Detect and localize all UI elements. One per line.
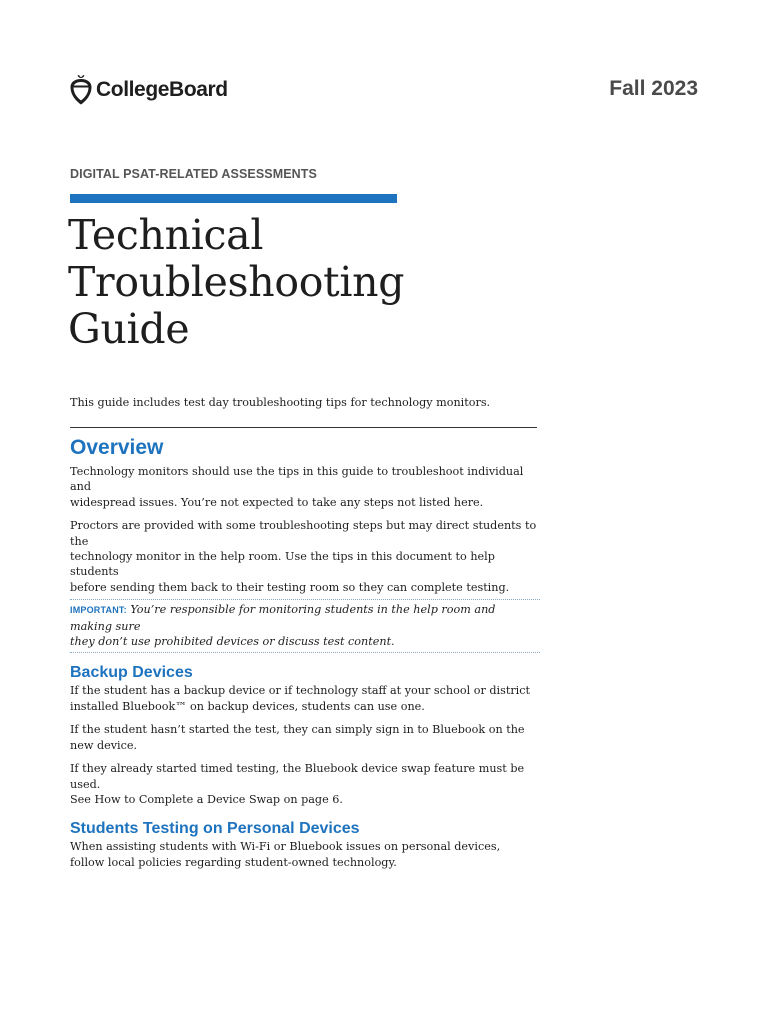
- text-line: See How to Complete a Device Swap on page 6.: [70, 792, 343, 806]
- backup-devices-heading: Backup Devices: [70, 664, 193, 682]
- series-label: DIGITAL PSAT-RELATED ASSESSMENTS: [70, 167, 317, 181]
- college-board-logo: [69, 74, 228, 106]
- important-callout: [70, 599, 540, 653]
- important-label: IMPORTANT:: [70, 605, 127, 616]
- important-text: they don’t use prohibited devices or discuss test content.: [70, 635, 395, 649]
- logo-text: CollegeBoard: [96, 78, 228, 101]
- personal-devices-heading: Students Testing on Personal Devices: [70, 820, 360, 838]
- text-line: If they already started timed testing, the Bluebook device swap feature must be used.: [70, 762, 525, 791]
- text-line: before sending them back to their testing room so they can complete testing.: [70, 580, 510, 594]
- document-title: [68, 212, 404, 353]
- backup-devices-paragraph: [70, 683, 540, 714]
- edition-label: Fall 2023: [609, 77, 698, 100]
- text-line: widespread issues. You’re not expected to take any steps not listed here.: [70, 495, 484, 509]
- title-line: Troubleshooting: [68, 258, 405, 306]
- backup-devices-paragraph: [70, 761, 540, 807]
- overview-paragraph: [70, 464, 540, 510]
- intro-text: This guide includes test day troubleshooting tips for technology monitors.: [70, 396, 491, 409]
- text-line: installed Bluebook™ on backup devices, students can use one.: [70, 699, 425, 713]
- text-line: follow local policies regarding student-owned technology.: [70, 855, 397, 869]
- overview-heading: Overview: [70, 436, 164, 459]
- accent-bar: [70, 194, 397, 203]
- section-divider: [70, 427, 537, 428]
- main-content: [70, 434, 540, 870]
- text-line: When assisting students with Wi-Fi or Bluebook issues on personal devices,: [70, 840, 501, 854]
- text-line: Technology monitors should use the tips in this guide to troubleshoot individual and: [70, 465, 524, 494]
- title-line: Guide: [68, 305, 190, 353]
- overview-paragraph: [70, 518, 540, 595]
- personal-devices-paragraph: [70, 839, 540, 870]
- text-line: If the student has a backup device or if technology staff at your school or district: [70, 684, 531, 698]
- text-line: If the student hasn’t started the test, they can simply sign in to Bluebook on the: [70, 723, 525, 737]
- text-line: new device.: [70, 738, 138, 752]
- important-text: You’re responsible for monitoring students in the help room and making sure: [70, 603, 496, 633]
- text-line: Proctors are provided with some troubleshooting steps but may direct students to the: [70, 519, 537, 548]
- acorn-icon: [69, 75, 93, 105]
- title-line: Technical: [68, 211, 264, 259]
- text-line: technology monitor in the help room. Use the tips in this document to help students: [70, 550, 495, 579]
- backup-devices-paragraph: [70, 722, 540, 753]
